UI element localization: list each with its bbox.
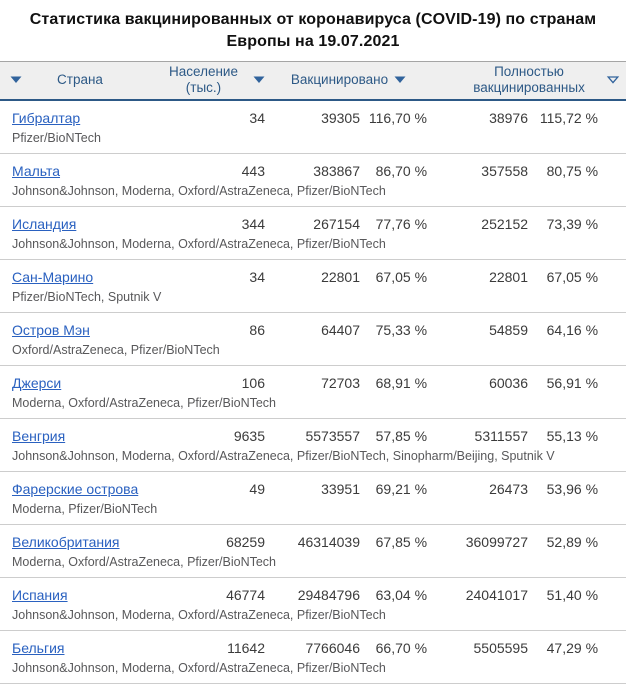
population-value: 86	[249, 321, 265, 338]
table-row	[0, 206, 626, 234]
fully-vaccinated-percent: 53,96 %	[546, 480, 599, 497]
vaccinated-percent: 63,04 %	[375, 586, 428, 603]
table-row	[0, 630, 626, 658]
table-row	[0, 471, 626, 499]
fully-vaccinated-percent: 64,16 %	[546, 321, 599, 338]
vaccinated-value: 39305	[321, 109, 360, 126]
sort-outline-icon[interactable]	[607, 76, 619, 84]
vaccines-row	[0, 499, 626, 525]
population-value: 443	[241, 162, 265, 179]
page-title: Статистика вакцинированных от коронавируса (COVID-19) по странам Европы на 19.07.2021	[29, 11, 597, 50]
table-row	[0, 312, 626, 340]
fully-vaccinated-value: 24041017	[465, 586, 529, 603]
fully-vaccinated-value: 5505595	[473, 639, 529, 656]
vaccines-list: Pfizer/BioNTech, Sputnik V	[0, 287, 626, 313]
country-cell	[0, 153, 160, 181]
fully-vaccinated-value: 54859	[489, 321, 529, 338]
country-link[interactable]: Гибралтар	[12, 109, 81, 126]
country-cell	[0, 312, 160, 340]
fully-vaccinated-value: 357558	[481, 162, 529, 179]
table-row	[0, 524, 626, 552]
country-link[interactable]: Бельгия	[12, 639, 65, 656]
vaccines-row	[0, 234, 626, 260]
population-value: 11642	[227, 639, 265, 656]
vaccinated-percent: 75,33 %	[375, 321, 428, 338]
vaccinated-value: 267154	[313, 215, 360, 232]
population-value: 34	[249, 109, 265, 126]
fully-vaccinated-value: 22801	[489, 268, 529, 285]
sort-desc-icon[interactable]	[10, 76, 22, 84]
vaccinated-percent: 67,85 %	[375, 533, 428, 550]
fully-vaccinated-percent: 52,89 %	[546, 533, 599, 550]
fully-vaccinated-percent: 67,05 %	[546, 268, 599, 285]
table-body	[0, 100, 626, 684]
fully-vaccinated-percent: 51,40 %	[546, 586, 599, 603]
population-value: 46774	[226, 586, 265, 603]
vaccinated-value: 46314039	[297, 533, 360, 550]
vaccines-list: Johnson&Johnson, Moderna, Oxford/AstraZeneca, Pfizer/BioNTech, Sinopharm/Beijing, Sputnik V	[0, 446, 626, 472]
country-cell	[0, 630, 160, 658]
population-value: 68259	[226, 533, 265, 550]
vaccinated-percent: 67,05 %	[375, 268, 428, 285]
fully-vaccinated-percent: 73,39 %	[546, 215, 599, 232]
column-header-label: Вакцинировано	[290, 72, 389, 88]
vaccinated-percent: 77,76 %	[375, 215, 428, 232]
vaccinated-value: 33951	[321, 480, 360, 497]
country-cell	[0, 259, 160, 287]
country-link[interactable]: Мальта	[12, 162, 61, 179]
population-value: 344	[241, 215, 265, 232]
vaccination-table	[0, 61, 626, 684]
country-cell	[0, 365, 160, 393]
vaccines-list: Oxford/AstraZeneca, Pfizer/BioNTech	[0, 340, 626, 366]
sort-desc-icon[interactable]	[394, 76, 406, 84]
vaccines-list: Moderna, Oxford/AstraZeneca, Pfizer/BioNTech	[0, 393, 626, 419]
vaccines-row	[0, 552, 626, 578]
vaccines-row	[0, 446, 626, 472]
column-header-label: Полностью вакцинированных	[473, 64, 585, 96]
country-cell	[0, 418, 160, 446]
vaccines-row	[0, 658, 626, 684]
vaccinated-value: 29484796	[297, 586, 360, 603]
vaccinated-value: 5573557	[305, 427, 360, 444]
vaccinated-percent: 68,91 %	[375, 374, 428, 391]
vaccinated-percent: 57,85 %	[375, 427, 428, 444]
column-header-country[interactable]	[0, 62, 160, 100]
fully-vaccinated-value: 26473	[489, 480, 529, 497]
fully-vaccinated-value: 252152	[481, 215, 529, 232]
vaccinated-percent: 86,70 %	[375, 162, 428, 179]
country-link[interactable]: Джерси	[12, 374, 62, 391]
column-header-population[interactable]	[160, 62, 265, 100]
vaccinated-value: 22801	[321, 268, 360, 285]
country-cell	[0, 100, 160, 128]
column-header-label: Население (тыс.)	[169, 64, 238, 96]
country-cell	[0, 577, 160, 605]
vaccinated-value: 64407	[321, 321, 360, 338]
table-row	[0, 153, 626, 181]
vaccinated-percent: 69,21 %	[375, 480, 428, 497]
country-link[interactable]: Исландия	[12, 215, 77, 232]
fully-vaccinated-value: 60036	[489, 374, 529, 391]
vaccines-row	[0, 128, 626, 154]
fully-vaccinated-value: 38976	[489, 109, 529, 126]
table-header	[0, 62, 626, 100]
table-row	[0, 259, 626, 287]
vaccines-row	[0, 287, 626, 313]
country-cell	[0, 206, 160, 234]
table-row	[0, 100, 626, 128]
country-link[interactable]: Испания	[12, 586, 68, 603]
fully-vaccinated-percent: 47,29 %	[546, 639, 599, 656]
country-link[interactable]: Венгрия	[12, 427, 66, 444]
column-header-fully-vaccinated[interactable]	[432, 62, 626, 100]
table-row	[0, 365, 626, 393]
fully-vaccinated-percent: 55,13 %	[546, 427, 599, 444]
vaccinated-value: 72703	[321, 374, 360, 391]
vaccines-list: Pfizer/BioNTech	[0, 128, 626, 154]
vaccines-list: Moderna, Oxford/AstraZeneca, Pfizer/BioNTech	[0, 552, 626, 578]
population-value: 34	[249, 268, 265, 285]
country-cell	[0, 524, 160, 552]
vaccinated-percent: 116,70 %	[368, 109, 428, 126]
vaccines-row	[0, 605, 626, 631]
column-header-label: Страна	[57, 72, 103, 88]
vaccines-list: Johnson&Johnson, Moderna, Oxford/AstraZeneca, Pfizer/BioNTech	[0, 658, 626, 684]
country-cell	[0, 471, 160, 499]
vaccinated-value: 383867	[313, 162, 360, 179]
country-link[interactable]: Сан-Марино	[12, 268, 94, 285]
population-value: 9635	[233, 427, 265, 444]
vaccines-row	[0, 181, 626, 207]
fully-vaccinated-percent: 80,75 %	[546, 162, 599, 179]
fully-vaccinated-value: 36099727	[465, 533, 529, 550]
country-link[interactable]: Фарерские острова	[12, 480, 139, 497]
vaccines-list: Johnson&Johnson, Moderna, Oxford/AstraZeneca, Pfizer/BioNTech	[0, 234, 626, 260]
vaccines-row	[0, 393, 626, 419]
vaccinated-percent: 66,70 %	[375, 639, 428, 656]
country-link[interactable]: Великобритания	[12, 533, 120, 550]
vaccines-row	[0, 340, 626, 366]
table-row	[0, 418, 626, 446]
column-header-vaccinated[interactable]	[265, 62, 432, 100]
vaccines-list: Johnson&Johnson, Moderna, Oxford/AstraZeneca, Pfizer/BioNTech	[0, 605, 626, 631]
fully-vaccinated-value: 5311557	[474, 427, 529, 444]
vaccines-list: Moderna, Pfizer/BioNTech	[0, 499, 626, 525]
fully-vaccinated-percent: 115,72 %	[539, 109, 599, 126]
population-value: 106	[241, 374, 265, 391]
table-row	[0, 577, 626, 605]
vaccines-list: Johnson&Johnson, Moderna, Oxford/AstraZeneca, Pfizer/BioNTech	[0, 181, 626, 207]
sort-desc-icon[interactable]	[253, 76, 265, 84]
population-value: 49	[249, 480, 265, 497]
vaccinated-value: 7766046	[305, 639, 360, 656]
country-link[interactable]: Остров Мэн	[12, 321, 90, 338]
fully-vaccinated-percent: 56,91 %	[546, 374, 599, 391]
